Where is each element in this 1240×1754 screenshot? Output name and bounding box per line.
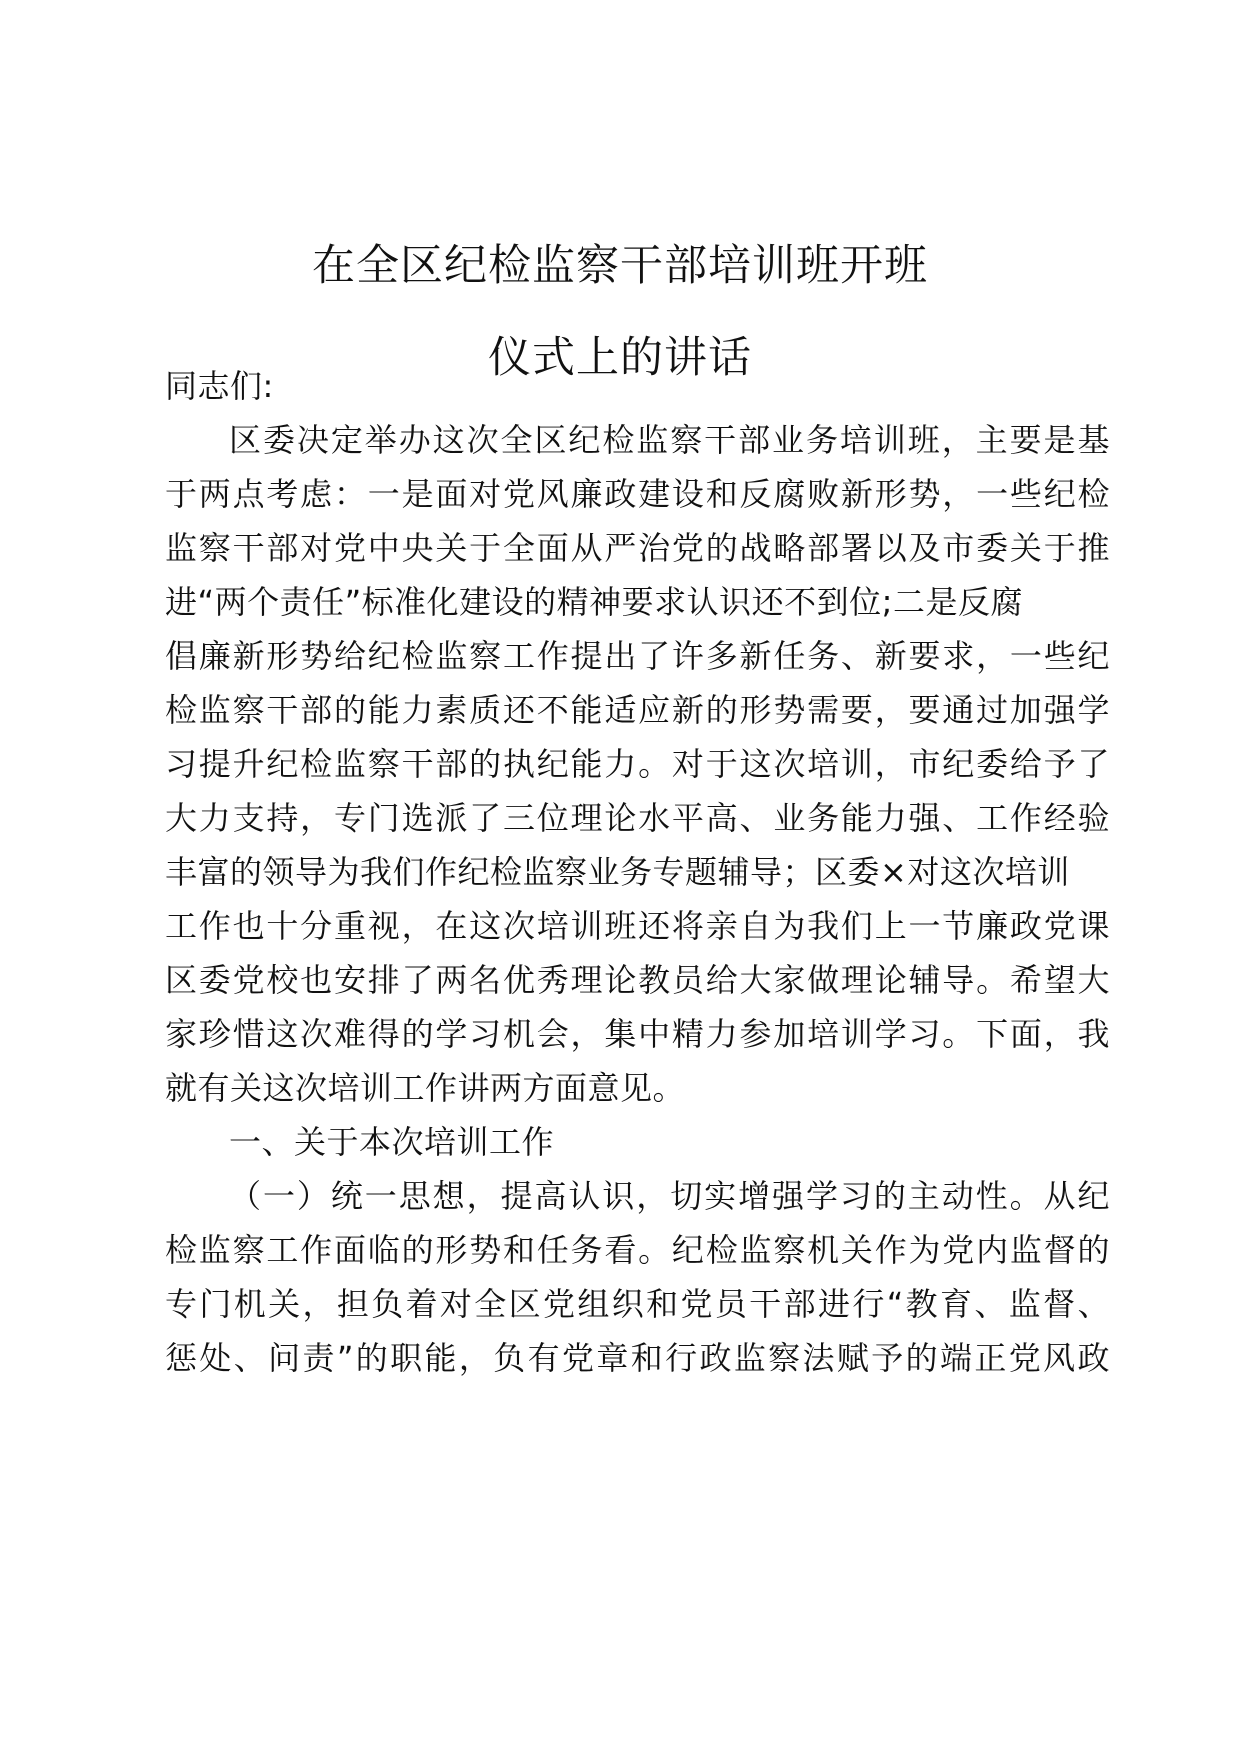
body-line: 检监察干部的能力素质还不能适应新的形势需要，要通过加强学 [165,691,1110,729]
body-line: 检监察工作面临的形势和任务看。纪检监察机关作为党内监督的 [165,1231,1110,1269]
body-line: 惩处、问责”的职能，负有党章和行政监察法赋予的端正党风政 [165,1339,1110,1377]
body-line: 就有关这次培训工作讲两方面意见。 [165,1069,686,1107]
salutation: 同志们: [165,367,274,405]
document-title-line-1: 在全区纪检监察干部培训班开班 [312,241,928,291]
body-line: 区委决定举办这次全区纪检监察干部业务培训班，主要是基 [229,421,1110,459]
body-line: 专门机关，担负着对全区党组织和党员干部进行“教育、监督、 [165,1285,1110,1323]
section-heading: 一、关于本次培训工作 [229,1123,555,1161]
body-line: 丰富的领导为我们作纪检监察业务专题辅导；区委×对这次培训 [165,853,1070,891]
document-title-line-2: 仪式上的讲话 [488,333,752,383]
body-line: 区委党校也安排了两名优秀理论教员给大家做理论辅导。希望大 [165,961,1110,999]
body-line: 倡廉新形势给纪检监察工作提出了许多新任务、新要求，一些纪 [165,637,1110,675]
body-line: 进“两个责任”标准化建设的精神要求认识还不到位;二是反腐 [165,583,1023,621]
body-line: 监察干部对党中央关于全面从严治党的战略部署以及市委关于推 [165,529,1110,567]
body-line: （一）统一思想，提高认识，切实增强学习的主动性。从纪 [229,1177,1110,1215]
body-line: 大力支持，专门选派了三位理论水平高、业务能力强、工作经验 [165,799,1110,837]
body-line: 家珍惜这次难得的学习机会，集中精力参加培训学习。下面，我 [165,1015,1110,1053]
body-line: 习提升纪检监察干部的执纪能力。对于这次培训，市纪委给予了 [165,745,1110,783]
body-line: 于两点考虑：一是面对党风廉政建设和反腐败新形势，一些纪检 [165,475,1110,513]
body-line: 工作也十分重视，在这次培训班还将亲自为我们上一节廉政党课 [165,907,1110,945]
